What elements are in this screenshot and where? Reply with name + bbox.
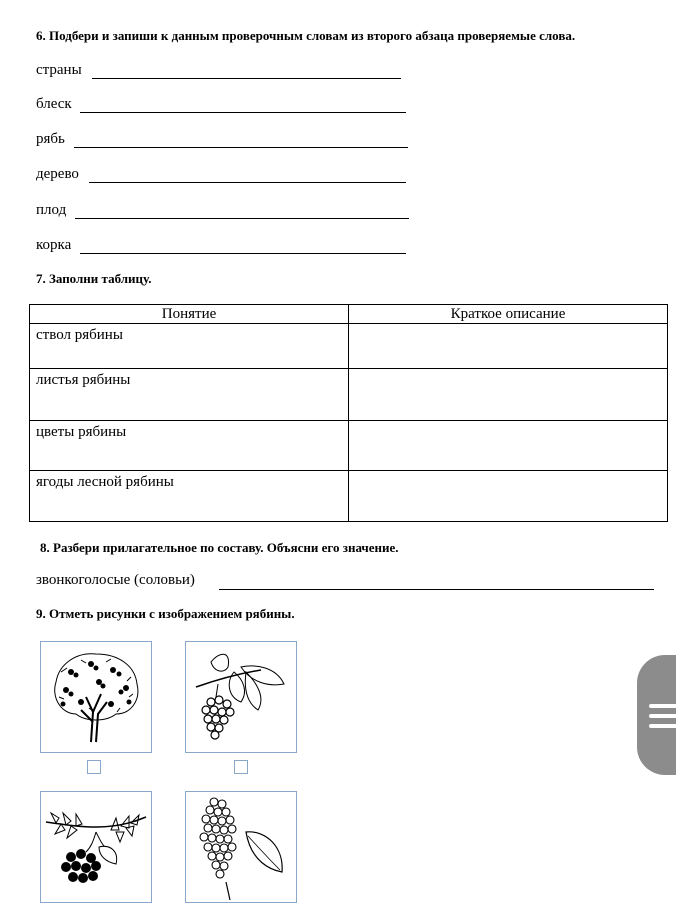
task6-word: страны: [36, 62, 82, 78]
concept-cell: цветы рябины: [30, 421, 349, 471]
task6-title: 6. Подбери и запиши к данным проверочным словам из второго абзаца проверяемые слова.: [36, 28, 576, 43]
answer-line[interactable]: [92, 78, 401, 79]
description-cell[interactable]: [349, 421, 668, 471]
task8-phrase: звонкоголосые (соловьи): [36, 572, 195, 588]
table-row: [30, 421, 668, 471]
answer-line[interactable]: [74, 147, 408, 148]
concept-cell: ягоды лесной рябины: [30, 471, 349, 522]
tree-drawing-icon[interactable]: [40, 641, 152, 753]
table-row: [30, 369, 668, 421]
task8-answer-row: [36, 572, 195, 589]
task6-word: блеск: [36, 96, 72, 112]
description-cell[interactable]: [349, 471, 668, 522]
description-cell[interactable]: [349, 369, 668, 421]
task6-word: плод: [36, 202, 67, 218]
answer-line[interactable]: [219, 589, 654, 590]
side-menu-tab[interactable]: [637, 655, 676, 775]
answer-line[interactable]: [80, 112, 406, 113]
task6-word: рябь: [36, 131, 65, 147]
task6-word: корка: [36, 237, 72, 253]
concept-table: [29, 304, 668, 522]
table-header-description: Краткое описание: [349, 305, 668, 324]
description-cell[interactable]: [349, 324, 668, 369]
answer-line[interactable]: [89, 182, 406, 183]
table-header-concept: Понятие: [30, 305, 349, 324]
lilac-branch-drawing-icon[interactable]: [185, 641, 297, 753]
task7-title: 7. Заполни таблицу.: [36, 271, 152, 286]
task9-title: 9. Отметь рисунки с изображением рябины.: [36, 606, 295, 621]
lilac-branch-checkbox[interactable]: [234, 760, 248, 774]
tree-checkbox[interactable]: [87, 760, 101, 774]
concept-cell: листья рябины: [30, 369, 349, 421]
answer-line[interactable]: [80, 253, 406, 254]
concept-cell: ствол рябины: [30, 324, 349, 369]
lilac-flower-drawing-icon[interactable]: [185, 791, 297, 903]
task8-title: 8. Разбери прилагательное по составу. Объясни его значение.: [40, 540, 399, 555]
table-row: [30, 471, 668, 522]
table-row: [30, 324, 668, 369]
rowan-branch-drawing-icon[interactable]: [40, 791, 152, 903]
task6-word: дерево: [36, 166, 79, 182]
answer-line[interactable]: [75, 218, 409, 219]
